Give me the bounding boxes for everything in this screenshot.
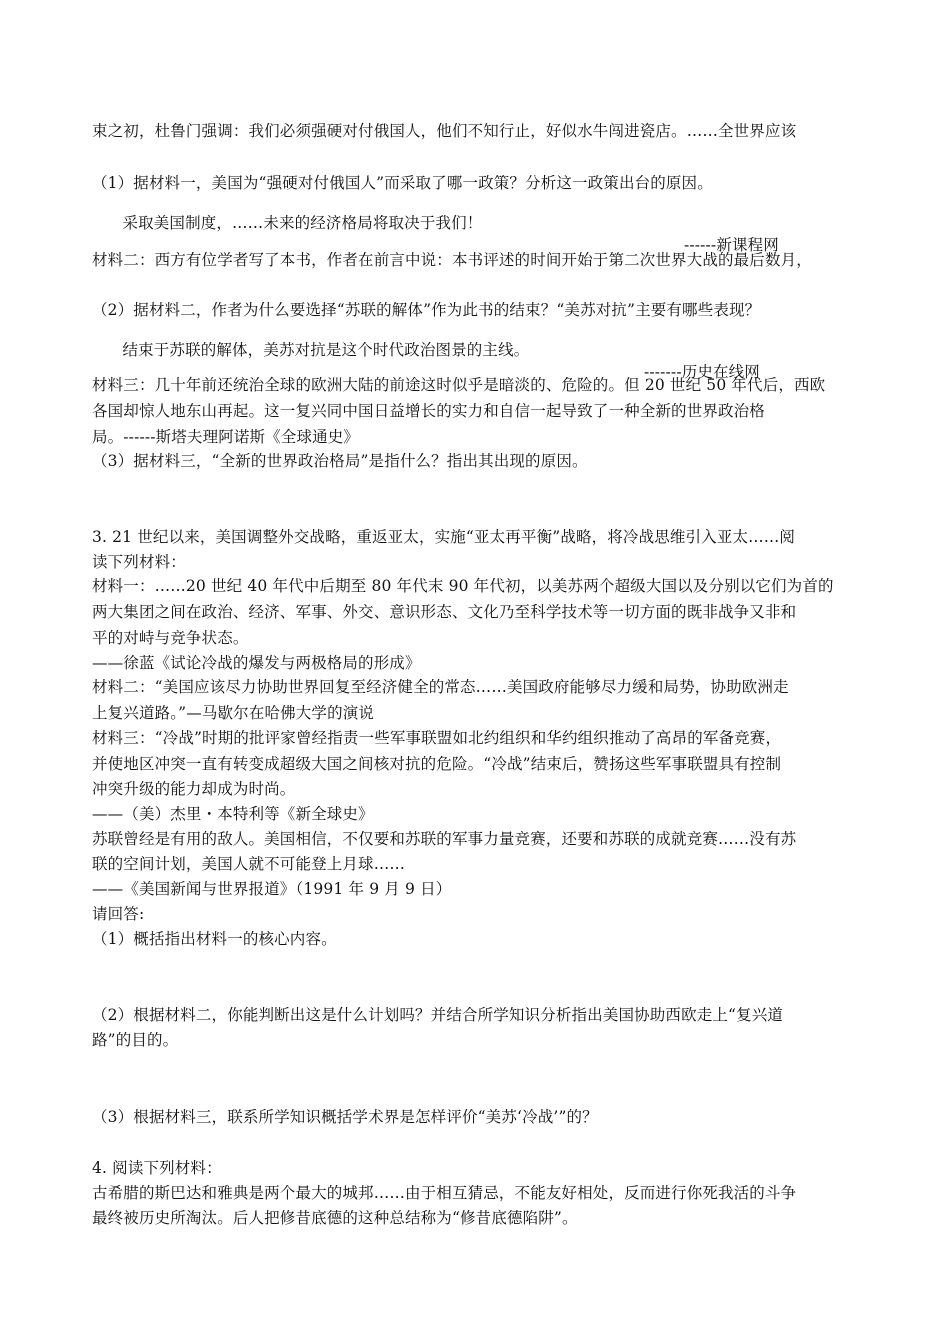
- material-text: 古希腊的斯巴达和雅典是两个最大的城邦……由于相互猜忌，不能友好相处，反而进行你死我活的斗争: [92, 1184, 797, 1202]
- text-line: 路”的目的。: [92, 1031, 179, 1049]
- text-line: 各国却惊人地东山再起。这一复兴同中国日益增长的实力和自信一起导致了一种全新的世界政治格: [92, 402, 765, 420]
- question-heading-4: 4. 阅读下列材料：: [92, 1159, 222, 1177]
- prompt-label: 请回答:: [92, 905, 145, 923]
- text-line: 最终被历史所淘汰。后人把修昔底德的这种总结称为“修昔底德陷阱”。: [92, 1209, 578, 1227]
- material-3: 材料三：“冷战”时期的批评家曾经指责一些军事联盟如北约组织和华约组织推动了高昂的军备竞赛，: [92, 729, 782, 747]
- source-attribution: ——（美）杰里・本特利等《新全球史》: [92, 805, 374, 823]
- question-3-1: （1）概括指出材料一的核心内容。: [92, 930, 337, 948]
- question-3: （3）据材料三，“全新的世界政治格局”是指什么？指出其出现的原因。: [92, 452, 588, 470]
- material-4: 苏联曾经是有用的敌人。美国相信，不仅要和苏联的军事力量竞赛，还要和苏联的成就竞赛……没有苏: [92, 830, 797, 848]
- text-line: 两大集团之间在政治、经济、军事、外交、意识形态、文化乃至科学技术等一切方面的既非战争又非和: [92, 603, 797, 621]
- question-heading-3: 3. 21 世纪以来，美国调整外交战略，重返亚太，实施“亚太再平衡”战略，将冷战思维引入亚太……阅: [92, 528, 796, 546]
- material-2: 材料二：西方有位学者写了本书，作者在前言中说：本书评述的时间开始于第二次世界大战的最后数月，: [92, 251, 812, 269]
- source-attribution: 局。------斯塔夫理阿诺斯《全球通史》: [92, 428, 360, 446]
- material-1: 材料一：……20 世纪 40 年代中后期至 80 年代末 90 年代初，以美苏两个超级大国以及分别以它们为首的: [92, 577, 834, 595]
- quote-text: 采取美国制度，……未来的经济格局将取决于我们！: [122, 214, 483, 232]
- text-line: 平的对峙与竞争状态。: [92, 629, 249, 647]
- text-line: 并使地区冲突一直有转变成超级大国之间核对抗的危险。“冷战”结束后，赞扬这些军事联盟具有控制: [92, 755, 782, 773]
- question-3-2: （2）根据材料二，你能判断出这是什么计划吗？并结合所学知识分析指出美国协助西欧走上“复兴道: [92, 1006, 784, 1024]
- material-2: 材料二：“美国应该尽力协助世界回复至经济健全的常态……美国政府能够尽力缓和局势，协助欧洲走: [92, 678, 789, 696]
- text-line: 读下列材料：: [92, 553, 186, 571]
- source-attribution: ——《美国新闻与世界报道》（1991 年 9 月 9 日）: [92, 880, 452, 898]
- source-attribution: -------历史在线网: [644, 363, 760, 381]
- source-attribution: ——徐蓝《试论冷战的爆发与两极格局的形成》: [92, 654, 421, 672]
- question-3-3: （3）根据材料三，联系所学知识概括学术界是怎样评价“美苏‘冷战’”的？: [92, 1108, 598, 1126]
- question-1: （1）据材料一，美国为“强硬对付俄国人”而采取了哪一政策？分析这一政策出台的原因。: [92, 174, 713, 192]
- question-2: （2）据材料二，作者为什么要选择“苏联的解体”作为此书的结束？“美苏对抗”主要有哪些表现？: [92, 301, 761, 319]
- material-3: 材料三：几十年前还统治全球的欧洲大陆的前途这时似乎是暗淡的、危险的。但 20 世纪 50 年代后，西欧: [92, 376, 826, 394]
- quote-text: 结束于苏联的解体，美苏对抗是这个时代政治图景的主线。: [122, 341, 530, 359]
- text-line: 上复兴道路。”—马歇尔在哈佛大学的演说: [92, 704, 375, 722]
- text-line: 冲突升级的能力却成为时尚。: [92, 780, 296, 798]
- text-line: 联的空间计划，美国人就不可能登上月球……: [92, 855, 406, 873]
- source-attribution: ------新课程网: [684, 236, 779, 254]
- text-line: 束之初，杜鲁门强调：我们必须强硬对付俄国人，他们不知行止，好似水牛闯进瓷店。……全世界应该: [92, 122, 797, 140]
